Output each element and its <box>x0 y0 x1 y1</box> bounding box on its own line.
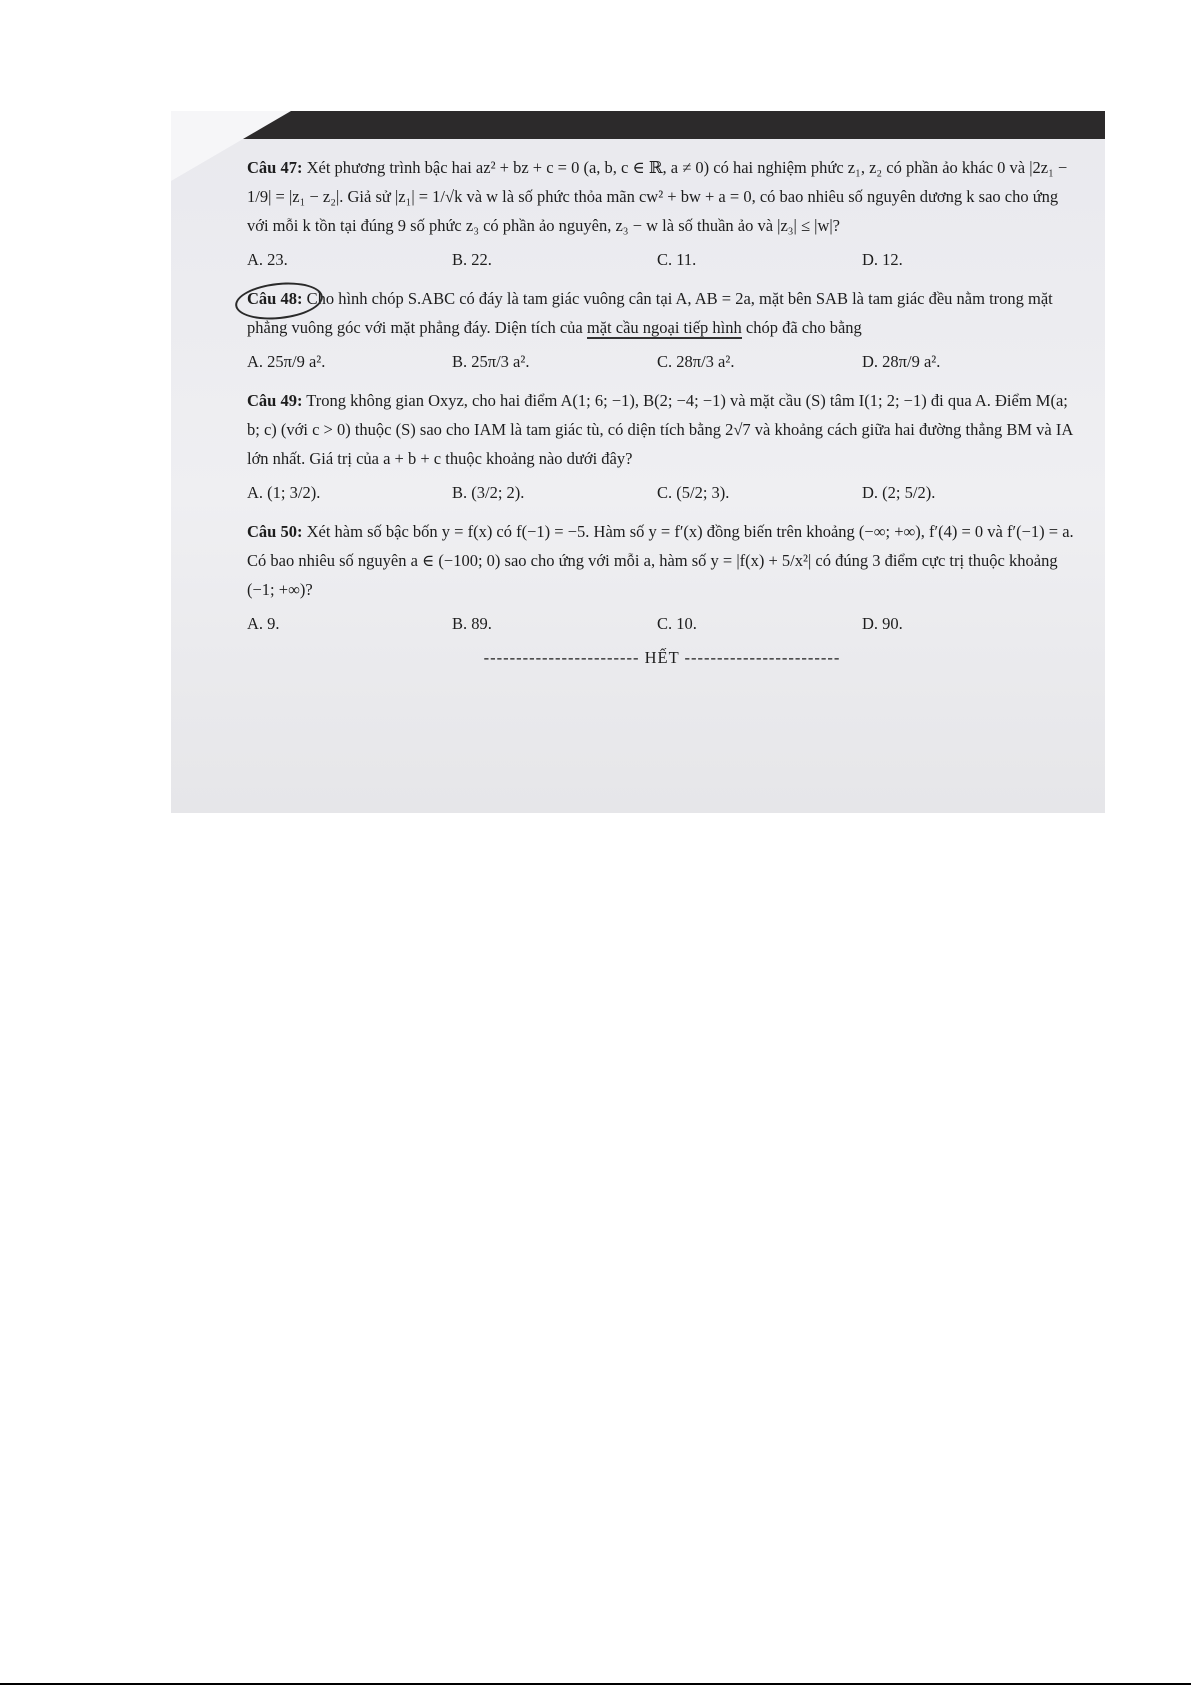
q49-option-a: A. (1; 3/2). <box>247 483 321 502</box>
exam-photo <box>171 111 1105 813</box>
q50-option-d: D. 90. <box>862 614 903 633</box>
question-49-text: Trong không gian Oxyz, cho hai điểm A(1; 6; −1), B(2; −4; −1) và mặt cầu (S) tâm I(1; 2; −1) đi qua A. Điểm M(a; b; c) (với c > 0) thuộc (S) sao cho IAM là tam giác tù, có diện tích bằng 2√7 và khoảng cách giữa hai đường thẳng BM và IA lớn nhất. Giá trị của a + b + c thuộc khoảng nào dưới đây? <box>247 391 1073 468</box>
q50-option-a: A. 9. <box>247 614 280 633</box>
question-47-options <box>247 246 1077 274</box>
question-49-head: Câu 49: <box>247 391 303 410</box>
q49-option-d: D. (2; 5/2). <box>862 483 936 502</box>
q50-option-b: B. 89. <box>452 614 492 633</box>
q48-option-d: D. 28π/9 a². <box>862 352 941 371</box>
q47-option-b: B. 22. <box>452 250 492 269</box>
question-50 <box>247 517 1077 604</box>
question-48-text-after: chóp đã cho bằng <box>741 318 862 337</box>
exam-content <box>247 153 1077 668</box>
q50-option-c: C. 10. <box>657 614 697 633</box>
q47-option-d: D. 12. <box>862 250 903 269</box>
question-49 <box>247 386 1077 473</box>
end-marker: ------------------------ HẾT ------------------------ <box>483 648 841 667</box>
q47-option-a: A. 23. <box>247 250 288 269</box>
question-48-head <box>247 289 307 308</box>
question-48-underlined: mặt cầu ngoại tiếp hình <box>586 318 742 337</box>
question-47 <box>247 153 1077 240</box>
q47-option-c: C. 11. <box>657 250 697 269</box>
question-48 <box>247 284 1077 342</box>
q48-option-a: A. 25π/9 a². <box>247 352 326 371</box>
pen-circle-mark <box>233 278 324 323</box>
question-50-head: Câu 50: <box>247 522 303 541</box>
question-48-text-before: Cho hình chóp S.ABC có đáy là tam giác vuông cân tại A, AB = 2a, mặt bên SAB là tam giác đều nằm trong mặt phẳng vuông góc với mặt phẳng đáy. Diện tích của <box>247 289 1053 337</box>
q49-option-b: B. (3/2; 2). <box>452 483 525 502</box>
q48-option-b: B. 25π/3 a². <box>452 352 530 371</box>
question-50-text: Xét hàm số bậc bốn y = f(x) có f(−1) = −5. Hàm số y = f′(x) đồng biến trên khoảng (−∞; +∞), f′(4) = 0 và f′(−1) = a. Có bao nhiêu số nguyên a ∈ (−100; 0) sao cho ứng với mỗi a, hàm số y = |f(x) + 5/x²| có đúng 3 điểm cực trị thuộc khoảng (−1; +∞)? <box>247 522 1074 599</box>
question-49-options <box>247 479 1077 507</box>
q49-option-c: C. (5/2; 3). <box>657 483 730 502</box>
question-47-text: Xét phương trình bậc hai az² + bz + c = 0 (a, b, c ∈ ℝ, a ≠ 0) có hai nghiệm phức z₁, z₂ có phần ảo khác 0 và |2z₁ − 1/9| = |z₁ − z₂|. Giả sử |z₁| = 1/√k và w là số phức thỏa mãn cw² + bw + a = 0, có bao nhiêu số nguyên dương k sao cho ứng với mỗi k tồn tại đúng 9 số phức z₃ có phần ảo nguyên, z₃ − w là số thuần ảo và |z₃| ≤ |w|? <box>247 158 1068 235</box>
question-48-head-text: Câu 48: <box>247 289 303 308</box>
question-48-options <box>247 348 1077 376</box>
question-50-options <box>247 610 1077 638</box>
question-47-head: Câu 47: <box>247 158 303 177</box>
photo-dark-edge <box>171 111 1105 139</box>
q48-option-c: C. 28π/3 a². <box>657 352 735 371</box>
